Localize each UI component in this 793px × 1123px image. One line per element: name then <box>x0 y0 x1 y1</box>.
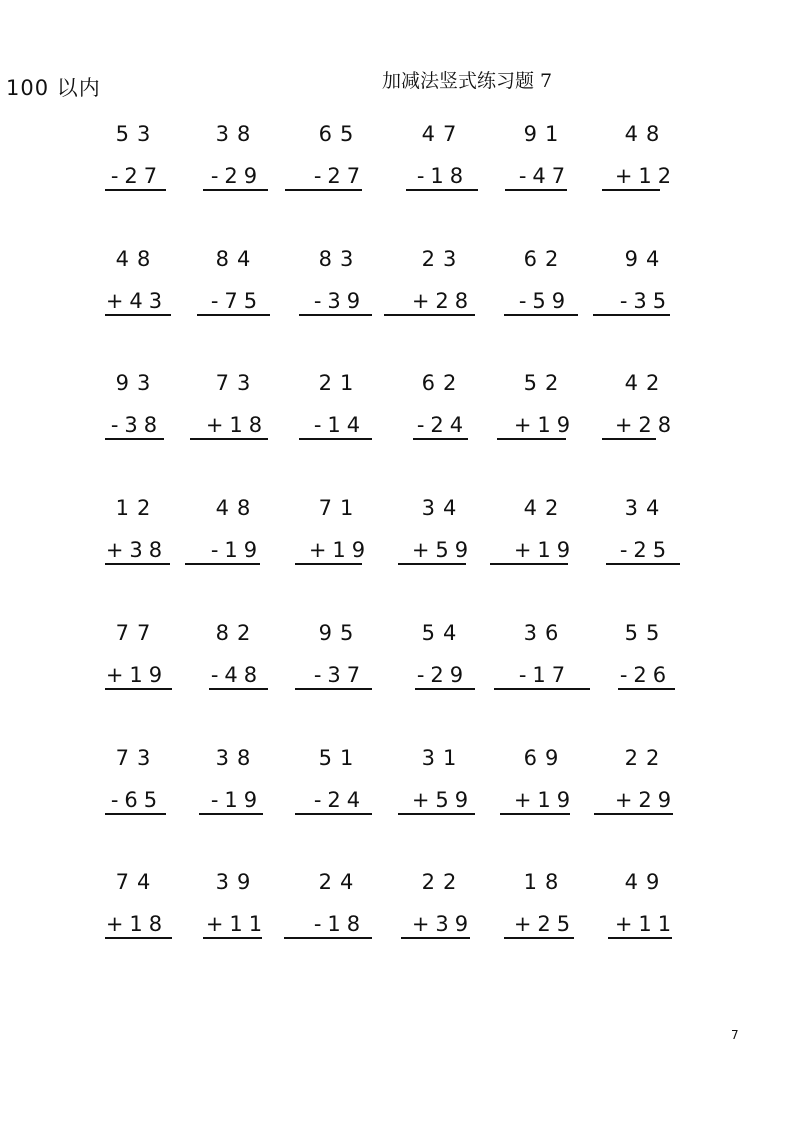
problem-operator-number: +18 <box>205 413 269 437</box>
problem-item <box>87 496 187 566</box>
answer-line <box>505 189 567 191</box>
problem-top-number: 48 <box>215 496 259 520</box>
problem-item <box>495 371 595 441</box>
problem-item <box>187 496 287 566</box>
problem-top-number: 12 <box>115 496 159 520</box>
problem-item <box>596 371 696 441</box>
problem-operator-number: +28 <box>411 289 475 313</box>
problem-operator-number: -26 <box>619 663 673 687</box>
problem-top-number: 52 <box>523 371 567 395</box>
answer-line <box>608 937 672 939</box>
problem-item <box>187 870 287 940</box>
problem-item <box>393 247 493 317</box>
problem-operator-number: -48 <box>210 663 264 687</box>
answer-line <box>602 189 660 191</box>
problem-top-number: 83 <box>318 247 362 271</box>
problem-item <box>393 621 493 691</box>
problem-item <box>495 621 595 691</box>
problem-operator-number: -37 <box>313 663 367 687</box>
problem-operator-number: -29 <box>210 164 264 188</box>
answer-line <box>295 813 372 815</box>
problem-item <box>596 870 696 940</box>
problem-operator-number: -19 <box>210 538 264 562</box>
problem-item <box>495 870 595 940</box>
problem-operator-number: +19 <box>513 538 577 562</box>
range-label: 100 以内 <box>6 76 101 100</box>
problem-operator-number: +11 <box>205 912 269 936</box>
problem-item <box>290 247 390 317</box>
problem-operator-number: +59 <box>411 788 475 812</box>
problem-top-number: 71 <box>318 496 362 520</box>
problem-item <box>495 746 595 816</box>
answer-line <box>105 438 164 440</box>
answer-line <box>398 813 475 815</box>
problem-top-number: 18 <box>523 870 567 894</box>
problem-operator-number: -17 <box>518 663 572 687</box>
problem-operator-number: +29 <box>614 788 678 812</box>
answer-line <box>415 688 475 690</box>
problem-operator-number: -27 <box>313 164 367 188</box>
answer-line <box>105 813 166 815</box>
problem-top-number: 49 <box>624 870 668 894</box>
problem-item <box>290 870 390 940</box>
problem-operator-number: +28 <box>614 413 678 437</box>
answer-line <box>594 813 673 815</box>
answer-line <box>406 189 478 191</box>
answer-line <box>494 688 590 690</box>
problem-top-number: 36 <box>523 621 567 645</box>
problem-operator-number: +25 <box>513 912 577 936</box>
problem-operator-number: +19 <box>513 413 577 437</box>
problem-top-number: 93 <box>115 371 159 395</box>
problem-top-number: 34 <box>624 496 668 520</box>
answer-line <box>105 563 170 565</box>
problem-item <box>495 496 595 566</box>
problem-top-number: 62 <box>523 247 567 271</box>
problem-top-number: 77 <box>115 621 159 645</box>
problem-operator-number: +18 <box>105 912 169 936</box>
answer-line <box>285 189 362 191</box>
problem-top-number: 48 <box>624 122 668 146</box>
problem-item <box>87 621 187 691</box>
problem-top-number: 21 <box>318 371 362 395</box>
answer-line <box>490 563 568 565</box>
answer-line <box>203 937 262 939</box>
problem-top-number: 53 <box>115 122 159 146</box>
problem-operator-number: +11 <box>614 912 678 936</box>
answer-line <box>413 438 468 440</box>
answer-line <box>295 563 362 565</box>
problem-operator-number: -35 <box>619 289 673 313</box>
answer-line <box>299 438 372 440</box>
problem-top-number: 38 <box>215 746 259 770</box>
problem-operator-number: -19 <box>210 788 264 812</box>
problem-item <box>187 746 287 816</box>
answer-line <box>190 438 268 440</box>
answer-line <box>105 189 166 191</box>
problem-item <box>187 371 287 441</box>
problem-top-number: 48 <box>115 247 159 271</box>
problem-top-number: 42 <box>523 496 567 520</box>
problem-item <box>290 621 390 691</box>
answer-line <box>185 563 260 565</box>
problem-operator-number: -18 <box>313 912 367 936</box>
answer-line <box>593 314 670 316</box>
problem-item <box>87 371 187 441</box>
answer-line <box>602 438 656 440</box>
problem-operator-number: -14 <box>313 413 367 437</box>
problem-top-number: 74 <box>115 870 159 894</box>
problem-top-number: 31 <box>421 746 465 770</box>
problem-top-number: 84 <box>215 247 259 271</box>
problem-operator-number: -47 <box>518 164 572 188</box>
problem-item <box>596 247 696 317</box>
answer-line <box>384 314 475 316</box>
problem-operator-number: -39 <box>313 289 367 313</box>
problem-top-number: 69 <box>523 746 567 770</box>
problem-item <box>290 122 390 192</box>
problem-item <box>495 247 595 317</box>
problem-item <box>596 621 696 691</box>
problem-operator-number: +59 <box>411 538 475 562</box>
problem-operator-number: -29 <box>416 663 470 687</box>
page-title: 加减法竖式练习题 7 <box>382 70 553 92</box>
problem-item <box>393 371 493 441</box>
problem-item <box>393 746 493 816</box>
problem-top-number: 91 <box>523 122 567 146</box>
answer-line <box>209 688 268 690</box>
problem-operator-number: +19 <box>308 538 372 562</box>
answer-line <box>284 937 372 939</box>
problem-operator-number: -59 <box>518 289 572 313</box>
problem-item <box>87 247 187 317</box>
problem-operator-number: -65 <box>110 788 164 812</box>
problem-item <box>187 122 287 192</box>
problem-item <box>187 247 287 317</box>
problem-operator-number: -27 <box>110 164 164 188</box>
problem-top-number: 22 <box>624 746 668 770</box>
problem-top-number: 82 <box>215 621 259 645</box>
answer-line <box>504 314 578 316</box>
problem-operator-number: +38 <box>105 538 169 562</box>
page-number: 7 <box>731 1028 739 1042</box>
problem-item <box>596 122 696 192</box>
answer-line <box>295 688 372 690</box>
problem-top-number: 24 <box>318 870 362 894</box>
answer-line <box>199 813 263 815</box>
answer-line <box>606 563 680 565</box>
problem-top-number: 65 <box>318 122 362 146</box>
answer-line <box>203 189 268 191</box>
problem-operator-number: +39 <box>411 912 475 936</box>
answer-line <box>299 314 372 316</box>
problem-top-number: 73 <box>215 371 259 395</box>
problem-item <box>290 496 390 566</box>
answer-line <box>197 314 270 316</box>
problem-top-number: 54 <box>421 621 465 645</box>
problem-operator-number: -24 <box>313 788 367 812</box>
problem-top-number: 38 <box>215 122 259 146</box>
problem-top-number: 62 <box>421 371 465 395</box>
problem-item <box>596 496 696 566</box>
problem-item <box>290 746 390 816</box>
problem-item <box>87 122 187 192</box>
problem-top-number: 34 <box>421 496 465 520</box>
problem-operator-number: -38 <box>110 413 164 437</box>
problem-top-number: 55 <box>624 621 668 645</box>
problem-operator-number: -24 <box>416 413 470 437</box>
problem-item <box>87 746 187 816</box>
problem-item <box>596 746 696 816</box>
problem-operator-number: -18 <box>416 164 470 188</box>
answer-line <box>618 688 675 690</box>
problem-item <box>495 122 595 192</box>
problem-operator-number: -75 <box>210 289 264 313</box>
answer-line <box>497 438 566 440</box>
answer-line <box>105 314 171 316</box>
problem-operator-number: +19 <box>105 663 169 687</box>
problem-top-number: 39 <box>215 870 259 894</box>
problem-item <box>393 122 493 192</box>
problem-operator-number: +19 <box>513 788 577 812</box>
problem-top-number: 94 <box>624 247 668 271</box>
answer-line <box>504 937 574 939</box>
problem-top-number: 73 <box>115 746 159 770</box>
answer-line <box>105 688 172 690</box>
problem-item <box>393 870 493 940</box>
problem-operator-number: +43 <box>105 289 169 313</box>
problem-top-number: 22 <box>421 870 465 894</box>
problem-operator-number: +12 <box>614 164 678 188</box>
answer-line <box>401 937 470 939</box>
problem-item <box>393 496 493 566</box>
problem-top-number: 95 <box>318 621 362 645</box>
problem-item <box>290 371 390 441</box>
problem-operator-number: -25 <box>619 538 673 562</box>
problem-item <box>87 870 187 940</box>
answer-line <box>500 813 570 815</box>
answer-line <box>105 937 172 939</box>
problem-item <box>187 621 287 691</box>
problem-top-number: 47 <box>421 122 465 146</box>
problem-top-number: 51 <box>318 746 362 770</box>
problem-top-number: 42 <box>624 371 668 395</box>
problem-top-number: 23 <box>421 247 465 271</box>
answer-line <box>398 563 466 565</box>
